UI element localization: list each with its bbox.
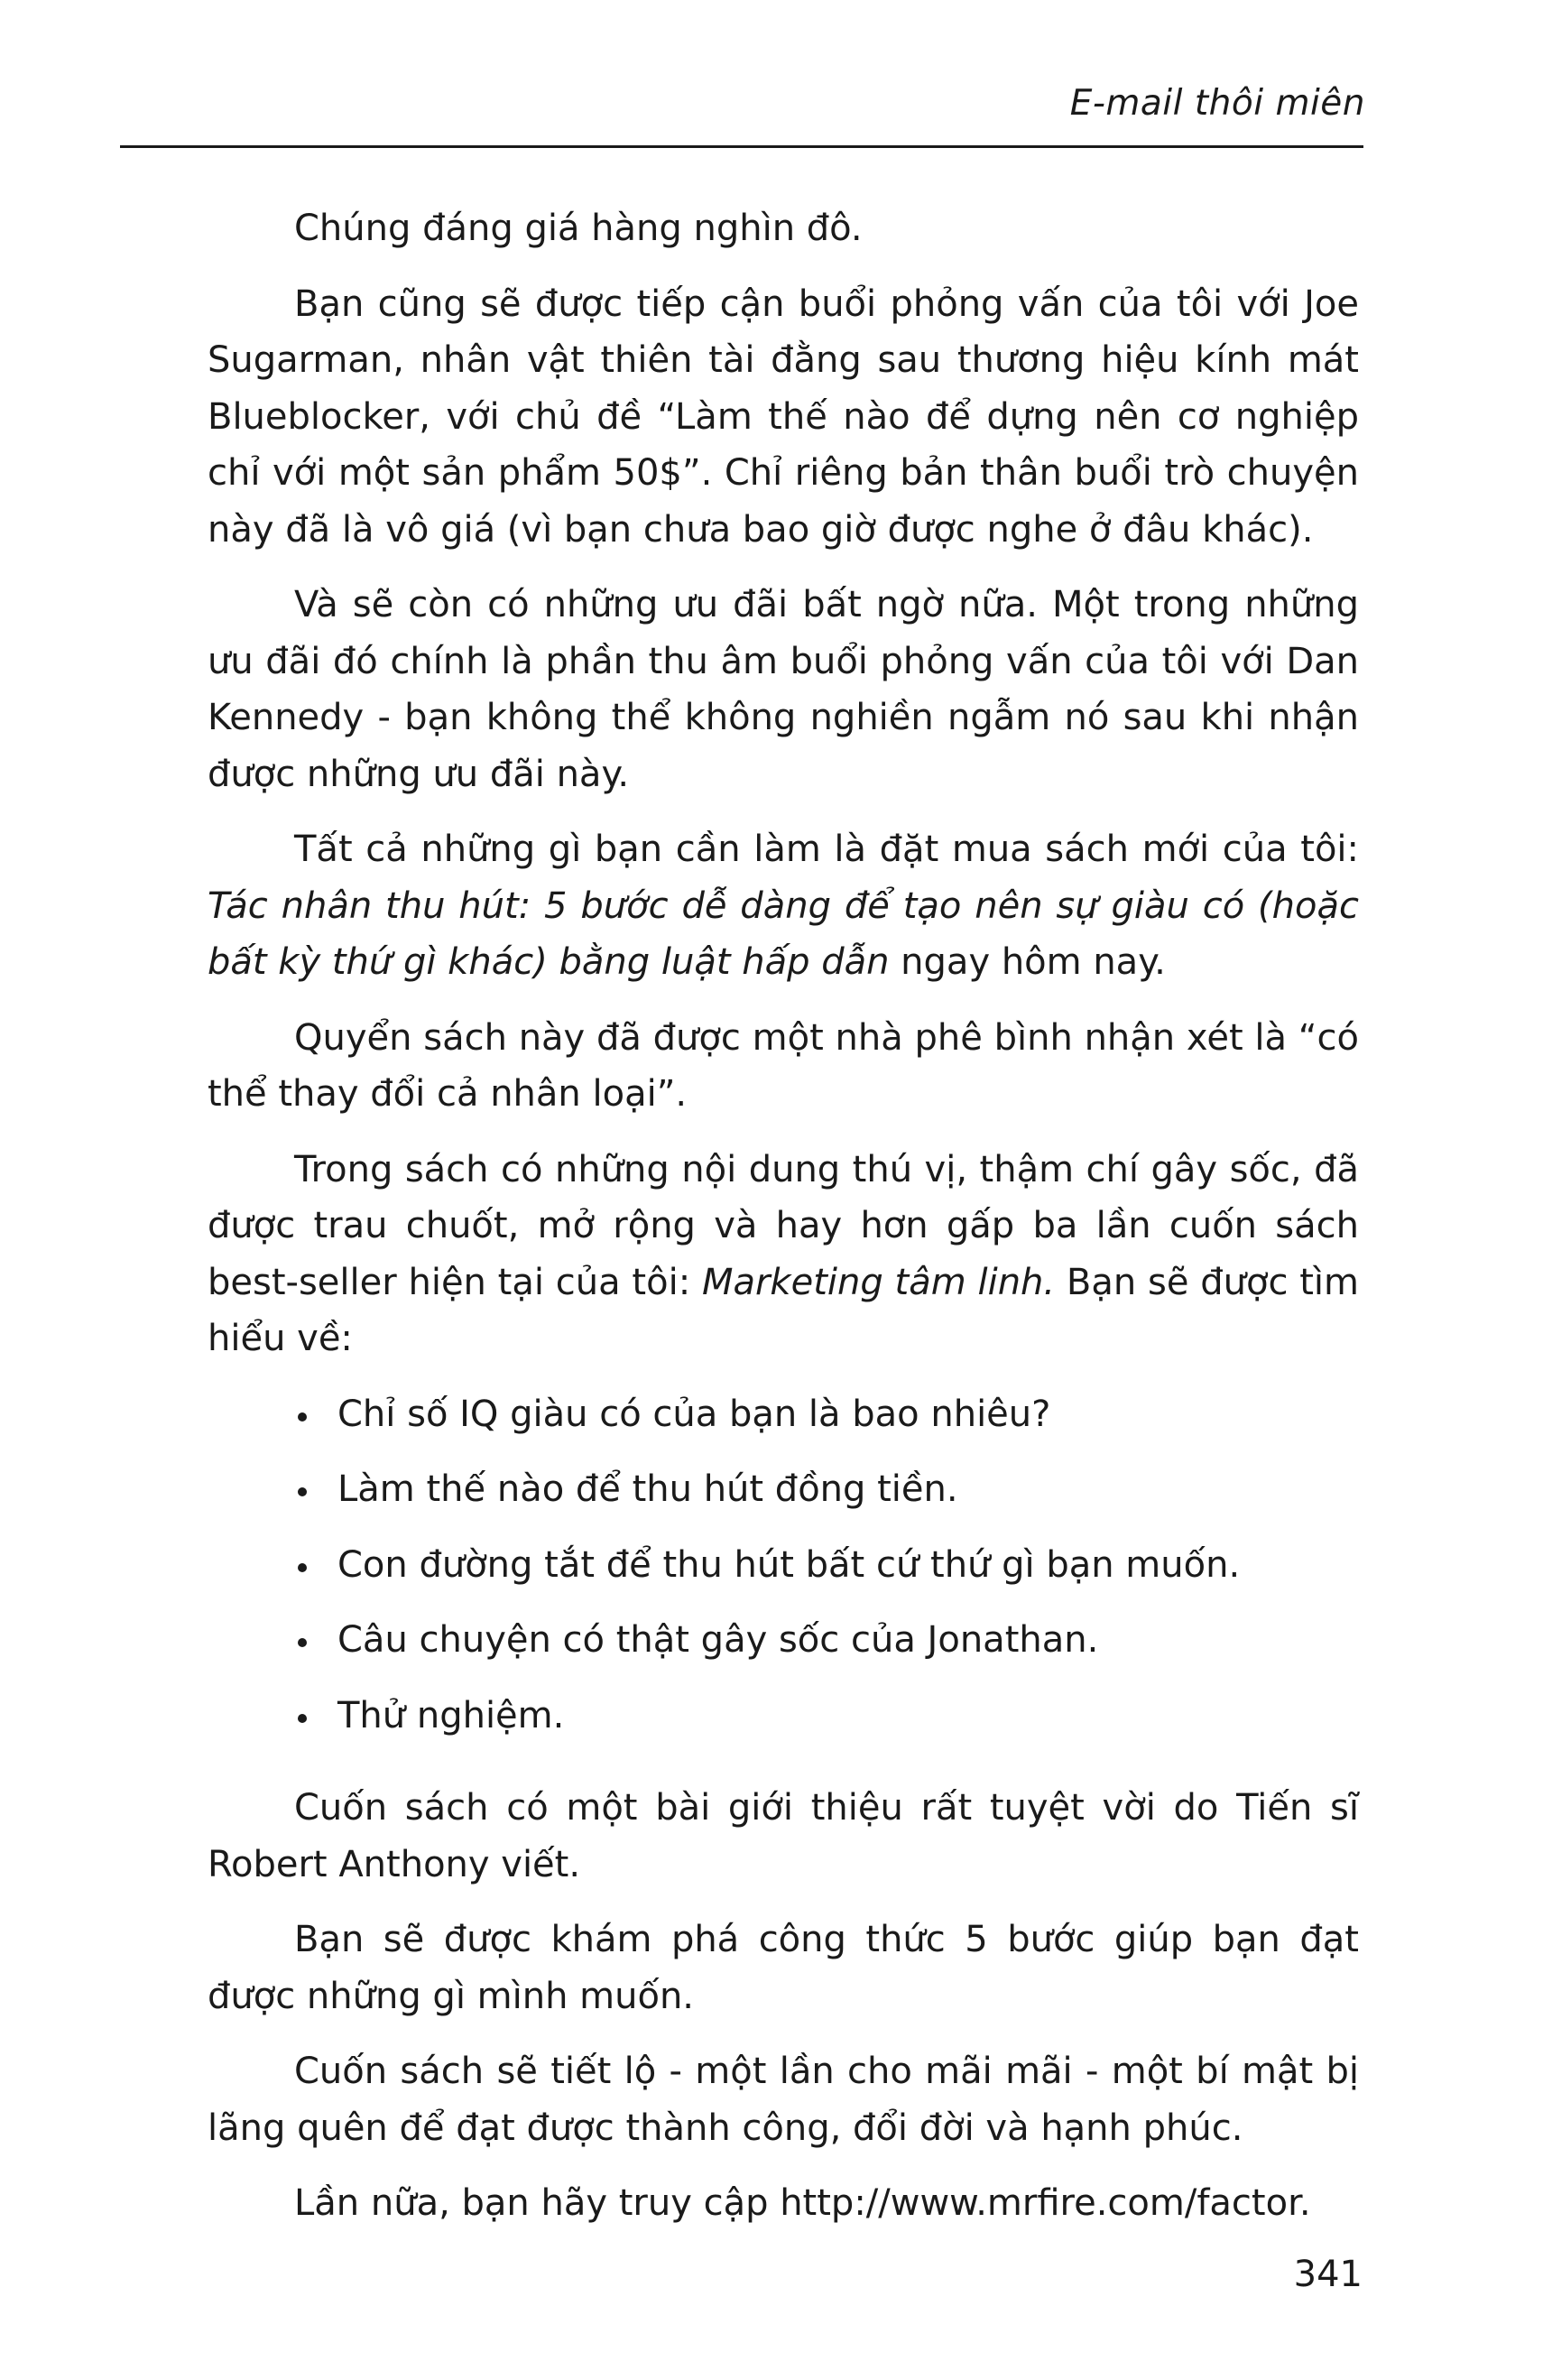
bullet-item: Thử nghiệm. — [294, 1688, 1359, 1745]
paragraph-4 — [208, 821, 1359, 991]
paragraph-4-end: ngay hôm nay. — [889, 941, 1166, 983]
book-title-marketing-tam-linh: Marketing tâm linh. — [701, 1261, 1056, 1303]
bullet-item: Làm thế nào để thu hút đồng tiền. — [294, 1461, 1359, 1518]
paragraph-4-text: Tất cả những gì bạn cần làm là đặt mua sách mới của tôi: — [294, 829, 1359, 870]
book-title-tac-nhan-thu-hut: Tác nhân thu hút: 5 bước dễ dàng để tạo nên sự giàu có (hoặc bất kỳ thứ gì khác) bằng luật hấp dẫn — [208, 884, 1359, 983]
paragraph-3: Và sẽ còn có những ưu đãi bất ngờ nữa. Một trong những ưu đãi đó chính là phần thu âm buổi phỏng vấn của tôi với Dan Kennedy - bạn không thể không nghiền ngẫm nó sau khi nhận được những ưu đãi này. — [208, 584, 1359, 795]
page-body — [208, 200, 1359, 2251]
paragraph-7: Cuốn sách có một bài giới thiệu rất tuyệt vời do Tiến sĩ Robert Anthony viết. — [208, 1787, 1359, 1885]
paragraph-6-end: Bạn sẽ được tìm hiểu về: — [208, 1261, 1359, 1359]
paragraph-6 — [208, 1142, 1359, 1367]
bullet-item: Chỉ số IQ giàu có của bạn là bao nhiêu? — [294, 1386, 1359, 1443]
page-number: 341 — [1293, 2254, 1363, 2295]
paragraph-2: Bạn cũng sẽ được tiếp cận buổi phỏng vấn của tôi với Joe Sugarman, nhân vật thiên tài đằng sau thương hiệu kính mát Blueblocker, với chủ đề “Làm thế nào để dựng nên cơ nghiệp chỉ với một sản phẩm 50$”. Chỉ riêng bản thân buổi trò chuyện này đã là vô giá (vì bạn chưa bao giờ được nghe ở đâu khác). — [208, 282, 1359, 551]
bullet-item: Con đường tắt để thu hút bất cứ thứ gì bạn muốn. — [294, 1537, 1359, 1594]
bullet-item: Câu chuyện có thật gây sốc của Jonathan. — [294, 1612, 1359, 1669]
header-rule — [120, 145, 1363, 148]
paragraph-1: Chúng đáng giá hàng nghìn đô. — [294, 208, 863, 249]
paragraph-8: Bạn sẽ được khám phá công thức 5 bước giúp bạn đạt được những gì mình muốn. — [208, 1919, 1359, 2017]
topic-bullet-list — [208, 1386, 1359, 1745]
paragraph-10: Lần nữa, bạn hãy truy cập http://www.mrfire.com/factor. — [294, 2182, 1311, 2224]
running-header-title: E-mail thôi miên — [1069, 83, 1365, 124]
paragraph-9: Cuốn sách sẽ tiết lộ - một lần cho mãi mãi - một bí mật bị lãng quên để đạt được thành công, đổi đời và hạnh phúc. — [208, 2051, 1359, 2149]
paragraph-6-text: Trong sách có những nội dung thú vị, thậm chí gây sốc, đã được trau chuốt, mở rộng và hay hơn gấp ba lần cuốn sách best-seller hiện tại của tôi: — [208, 1148, 1359, 1303]
paragraph-5: Quyển sách này đã được một nhà phê bình nhận xét là “có thể thay đổi cả nhân loại”. — [208, 1016, 1359, 1115]
